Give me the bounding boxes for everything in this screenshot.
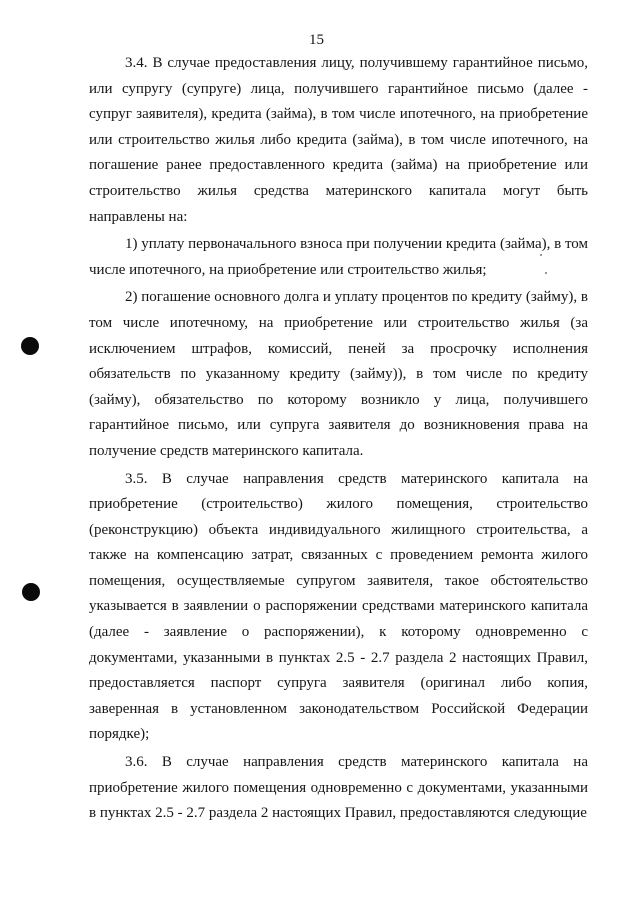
binder-hole-mark: [22, 583, 40, 601]
binder-hole-mark: [21, 337, 39, 355]
page-number: 15: [309, 32, 324, 48]
paragraph-item-2: 2) погашение основного долга и уплату процентов по кредиту (займу), в том числе ипотечному, на приобретение или строительство жилья (за исключением штрафов, комиссий, пеней за просрочку исполнения обязательств по указанному кредиту (займу)), в том числе по кредиту (займу), обязательство по которому возникло у лица, получившего гарантийное письмо, или супруга заявителя до возникновения права на получение средств материнского капитала.: [89, 289, 588, 459]
paragraph-item-1: 1) уплату первоначального взноса при получении кредита (займа), в том числе ипотечного, на приобретение или строительство жилья;: [89, 236, 589, 278]
paragraph-3-6: 3.6. В случае направления средств материнского капитала на приобретение жилого помещения одновременно с документами, указанными в пунктах 2.5 - 2.7 раздела 2 настоящих Правил, предоставляются следующие: [89, 754, 588, 822]
document-body: [89, 51, 588, 827]
paragraph-3-4: 3.4. В случае предоставления лицу, получившему гарантийное письмо, или супругу (супруге) лица, получившего гарантийное письмо (далее - супруг заявителя), кредита (займа), в том числе ипотечного, на приобретение или строительство жилья либо кредита (займа), в том числе ипотечного, на погашение ранее предоставленного кредита (займа) на приобретение или строительство жилья средства материнского капитала могут быть направлены на:: [89, 55, 588, 225]
paragraph-3-5: 3.5. В случае направления средств материнского капитала на приобретение (строительство) жилого помещения, строительство (реконструкцию) объекта индивидуального жилищного строительства, а также на компенсацию затрат, связанных с проведением ремонта жилого помещения, осуществляемые супругом заявителя, такое обстоятельство указывается в заявлении о распоряжении средствами материнского капитала (далее - заявление о распоряжении), к которому одновременно с документами, указанными в пунктах 2.5 - 2.7 раздела 2 настоящих Правил, предоставляется паспорт супруга заявителя (оригинал либо копия, заверенная в установленном законодательством Российской Федерации порядке);: [89, 470, 588, 743]
